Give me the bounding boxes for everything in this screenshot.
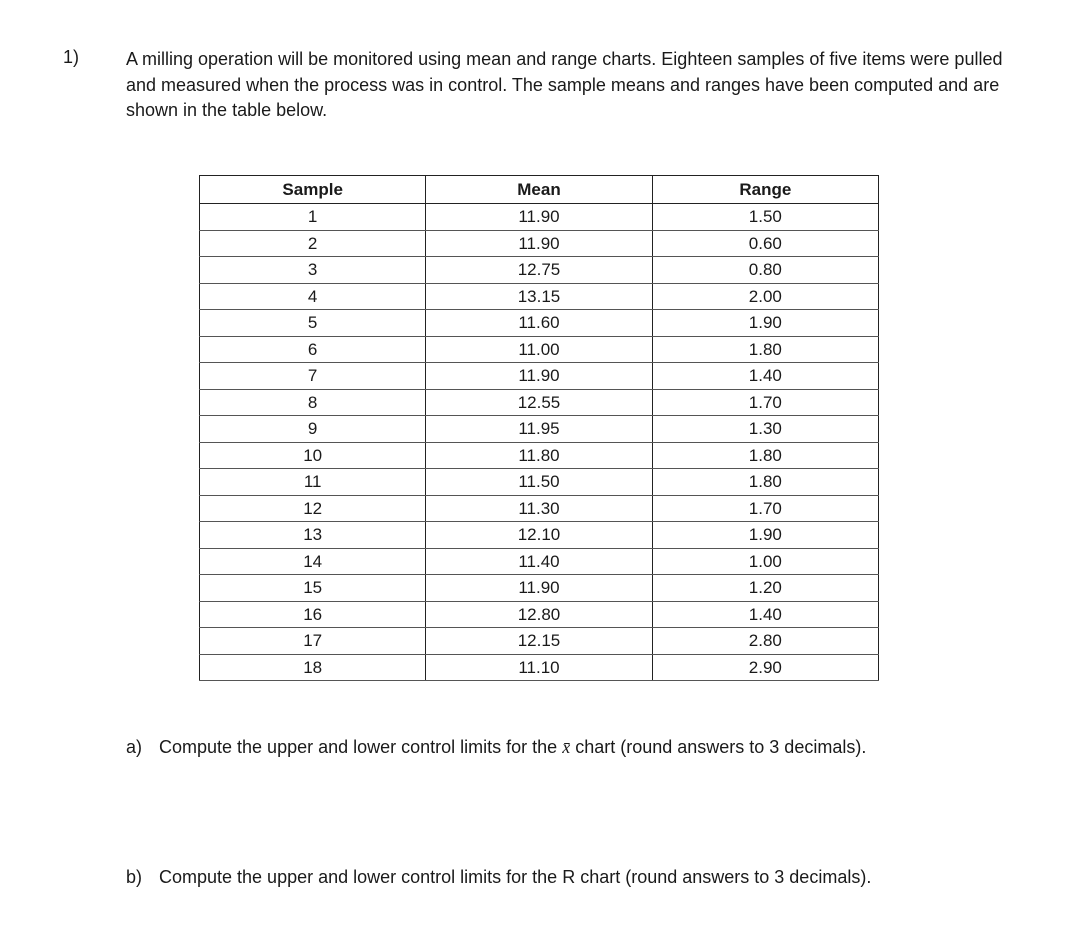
cell-sample: 10 [200,442,426,469]
cell-mean: 12.10 [426,522,652,549]
cell-range: 0.60 [652,230,878,257]
cell-sample: 18 [200,654,426,681]
cell-sample: 17 [200,628,426,655]
cell-range: 1.20 [652,575,878,602]
sample-data-table [199,175,879,681]
table-row [200,654,879,681]
cell-sample: 6 [200,336,426,363]
part-b-label: b) [126,867,143,887]
header-sample: Sample [200,176,426,204]
cell-mean: 11.10 [426,654,652,681]
cell-mean: 11.30 [426,495,652,522]
table-row [200,230,879,257]
cell-range: 1.90 [652,522,878,549]
cell-mean: 11.90 [426,363,652,390]
table-row [200,495,879,522]
question-number: 1) [63,47,80,67]
part-b-text: Compute the upper and lower control limits for the R chart (round answers to 3 decimals). [159,867,872,887]
cell-range: 1.80 [652,336,878,363]
table-row [200,283,879,310]
question-intro: A milling operation will be monitored using mean and range charts. Eighteen samples of five items were pulled and measured when the process was in control. The sample means and ranges have been computed and are shown in the table below. [126,49,1003,120]
cell-mean: 11.90 [426,575,652,602]
cell-range: 1.40 [652,601,878,628]
cell-sample: 8 [200,389,426,416]
cell-range: 1.80 [652,442,878,469]
table-row [200,575,879,602]
cell-range: 1.90 [652,310,878,337]
header-mean: Mean [426,176,652,204]
cell-mean: 12.80 [426,601,652,628]
cell-mean: 11.90 [426,230,652,257]
header-range: Range [652,176,878,204]
cell-sample: 1 [200,204,426,231]
cell-mean: 12.15 [426,628,652,655]
cell-mean: 11.80 [426,442,652,469]
cell-mean: 11.40 [426,548,652,575]
x-bar-symbol: x̄ [562,737,571,757]
cell-mean: 13.15 [426,283,652,310]
table-row [200,469,879,496]
cell-sample: 15 [200,575,426,602]
cell-mean: 11.90 [426,204,652,231]
table-row [200,628,879,655]
part-a-text-after: chart (round answers to 3 decimals). [570,737,867,757]
part-a-question [126,737,866,758]
cell-sample: 2 [200,230,426,257]
cell-range: 1.70 [652,495,878,522]
part-a-text-before: Compute the upper and lower control limits for the [159,737,563,757]
cell-range: 1.30 [652,416,878,443]
table-row [200,548,879,575]
cell-mean: 11.50 [426,469,652,496]
cell-sample: 14 [200,548,426,575]
cell-sample: 5 [200,310,426,337]
table-row [200,416,879,443]
table-row [200,601,879,628]
cell-sample: 3 [200,257,426,284]
cell-sample: 9 [200,416,426,443]
cell-mean: 11.60 [426,310,652,337]
cell-sample: 16 [200,601,426,628]
cell-mean: 12.55 [426,389,652,416]
cell-sample: 11 [200,469,426,496]
table-row [200,204,879,231]
cell-range: 0.80 [652,257,878,284]
cell-range: 2.80 [652,628,878,655]
cell-range: 2.90 [652,654,878,681]
cell-range: 1.00 [652,548,878,575]
table-row [200,336,879,363]
cell-range: 1.40 [652,363,878,390]
cell-sample: 7 [200,363,426,390]
cell-range: 1.50 [652,204,878,231]
table-row [200,257,879,284]
table-row [200,522,879,549]
table-row [200,310,879,337]
cell-mean: 11.95 [426,416,652,443]
cell-mean: 11.00 [426,336,652,363]
part-b-question [126,867,871,888]
table-row [200,363,879,390]
cell-range: 2.00 [652,283,878,310]
cell-range: 1.80 [652,469,878,496]
table-row [200,442,879,469]
cell-sample: 12 [200,495,426,522]
table-header-row [200,176,879,204]
part-a-label: a) [126,737,143,757]
table-body [200,204,879,681]
cell-mean: 12.75 [426,257,652,284]
cell-sample: 4 [200,283,426,310]
table-row [200,389,879,416]
cell-sample: 13 [200,522,426,549]
cell-range: 1.70 [652,389,878,416]
